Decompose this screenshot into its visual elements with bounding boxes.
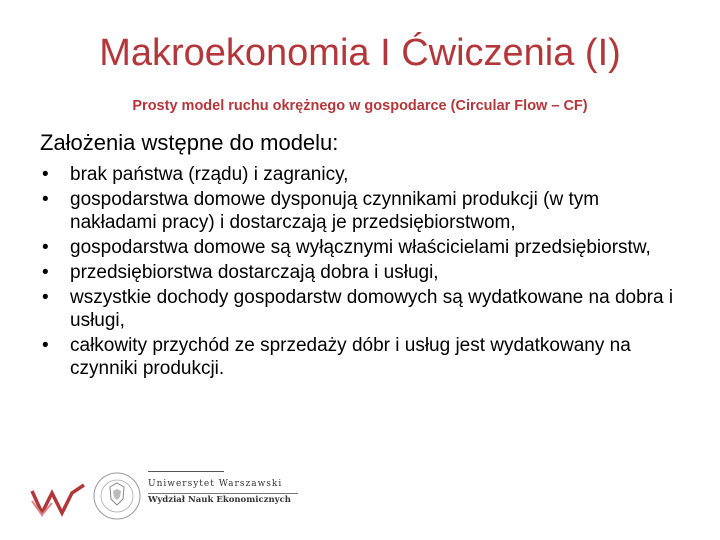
lead-text: Założenia wstępne do modelu: [40, 130, 339, 155]
divider [148, 471, 224, 472]
university-name: Uniwersytet Warszawski [148, 479, 283, 489]
list-item [40, 286, 690, 332]
list-item [40, 163, 690, 186]
list-item-text: gospodarstwa domowe są wyłącznymi właścicielami przedsiębiorstw, [70, 237, 651, 258]
list-item [40, 236, 690, 259]
bullet-icon: • [42, 189, 49, 210]
list-item [40, 261, 690, 284]
bullet-icon: • [42, 262, 49, 283]
bullet-icon: • [42, 335, 49, 356]
divider [148, 493, 298, 494]
list-item-text: przedsiębiorstwa dostarczają dobra i usługi, [70, 262, 439, 283]
bullet-icon: • [42, 164, 49, 185]
faculty-name: Wydział Nauk Ekonomicznych [148, 495, 291, 505]
list-item-text: brak państwa (rządu) i zagranicy, [70, 164, 349, 185]
wne-wave-logo-icon [30, 483, 86, 517]
slide-subtitle: Prosty model ruchu okrężnego w gospodarce (Circular Flow – CF) [132, 98, 588, 114]
university-seal-icon [92, 471, 142, 521]
list-item [40, 188, 690, 234]
bullet-icon: • [42, 287, 49, 308]
list-item-text: gospodarstwa domowe dysponują czynnikami produkcji (w tym nakładami pracy) i dostarczają je przedsiębiorstwom, [70, 189, 600, 233]
footer-logos [30, 465, 330, 525]
slide-title: Makroekonomia I Ćwiczenia (I) [99, 32, 621, 74]
assumption-list [40, 163, 690, 382]
list-item [40, 334, 690, 380]
list-item-text: wszystkie dochody gospodarstw domowych są wydatkowane na dobra i usługi, [70, 287, 674, 331]
list-item-text: całkowity przychód ze sprzedaży dóbr i usług jest wydatkowany na czynniki produkcji. [70, 335, 631, 379]
bullet-icon: • [42, 237, 49, 258]
